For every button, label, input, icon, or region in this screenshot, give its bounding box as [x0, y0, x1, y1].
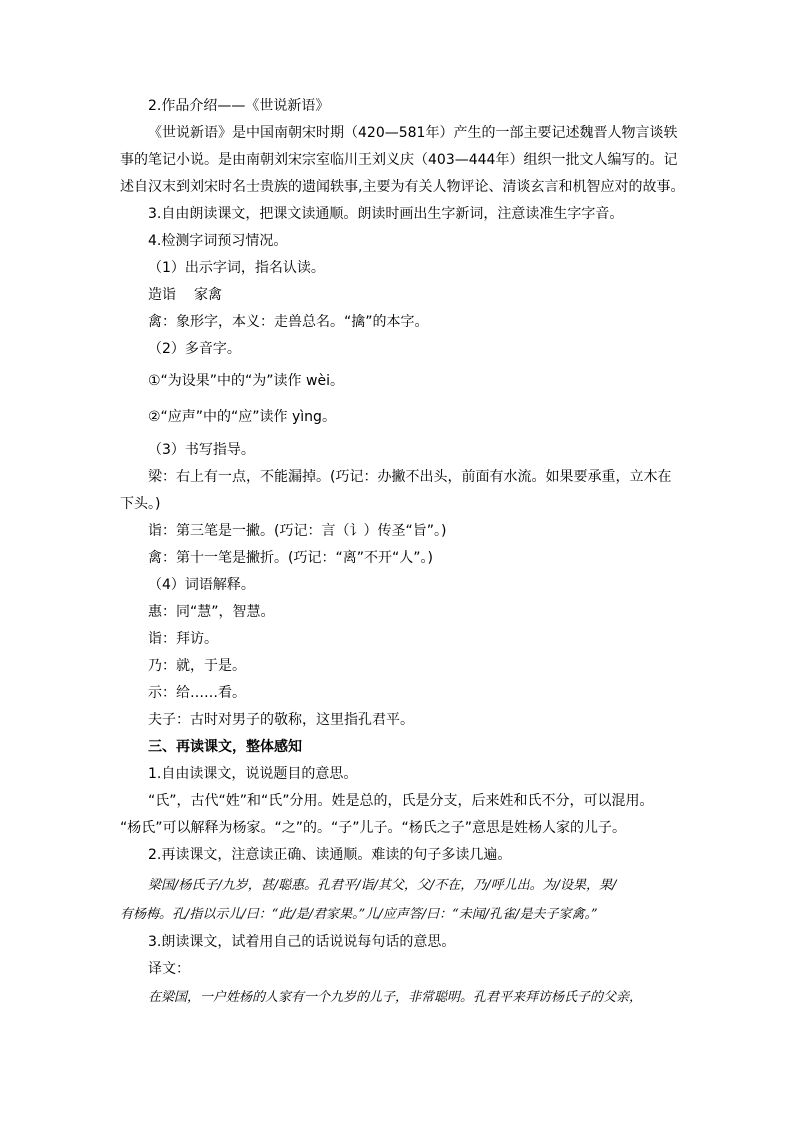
- section-heading: 3.朗读课文，试着用自己的话说说每句话的意思。: [148, 934, 456, 950]
- paragraph-line: “氏”，古代“姓”和“氏”分用。姓是总的，氏是分支，后来姓和氏不分，可以混用。: [148, 793, 654, 809]
- paragraph-line: ①“为设果”中的“为”读作 wèi。: [148, 373, 344, 389]
- section-title: 三、再读课文，整体感知: [148, 739, 302, 755]
- section-heading: 1.自由读课文，说说题目的意思。: [148, 766, 358, 782]
- paragraph-line: ②“应声”中的“应”读作 yìng。: [148, 409, 336, 425]
- classical-text-line: 梁国/杨氏子/九岁，甚/聪惠。孔君平/诣/其父，父/不在，乃/呼儿出。为/设果，果/: [148, 878, 617, 893]
- word-list: [148, 285, 222, 305]
- sub-heading: （2）多音字。: [148, 341, 241, 357]
- section-heading: 4.检测字词预习情况。: [148, 233, 288, 249]
- word-item: 造诣: [148, 287, 176, 303]
- sub-heading: （4）词语解释。: [148, 577, 255, 593]
- paragraph-line: 禽：第十一笔是撇折。(巧记：“离”不开“人”。): [148, 550, 433, 566]
- sub-heading: （3）书写指导。: [148, 442, 255, 458]
- word-item: 家禽: [194, 287, 222, 303]
- paragraph-line: 乃：就，于是。: [148, 658, 246, 674]
- paragraph-line: 译文：: [148, 961, 190, 977]
- paragraph-line: 3.自由朗读课文，把课文读通顺。朗读时画出生字新词，注意读准生字字音。: [148, 206, 624, 222]
- paragraph-line: 夫子：古时对男子的敬称，这里指孔君平。: [148, 712, 414, 728]
- paragraph-line: “杨氏”可以解释为杨家。“之”的。“子”儿子。“杨氏之子”意思是姓杨人家的儿子。: [120, 820, 627, 836]
- paragraph-line: 诣：第三笔是一撇。(巧记：言（讠）传圣“旨”。): [148, 523, 447, 539]
- paragraph-line: 惠：同“慧”，智慧。: [148, 604, 275, 620]
- paragraph-line: 事的笔记小说。是由南朝刘宋宗室临川王刘义庆（403—444年）组织一批文人编写的。记: [120, 152, 678, 168]
- translation-line: 在梁国，一户姓杨的人家有一个九岁的儿子，非常聪明。孔君平来拜访杨氏子的父亲，: [148, 990, 643, 1005]
- sub-heading: （1）出示字词，指名认读。: [148, 260, 325, 276]
- section-heading: 2.再读课文，注意读正确、读通顺。难读的句子多读几遍。: [148, 847, 512, 863]
- classical-text-line: 有杨梅。孔/指以示儿/曰：“此/是/君家果。”儿/应声答/曰：“未闻/孔雀/是夫子家禽。”: [120, 907, 598, 922]
- paragraph-line: 示：给……看。: [148, 685, 246, 701]
- paragraph-line: 下头。): [120, 496, 161, 512]
- paragraph-line: 《世说新语》是中国南朝宋时期（420—581年）产生的一部主要记述魏晋人物言谈轶: [148, 125, 678, 141]
- paragraph-line: 梁：右上有一点，不能漏掉。(巧记：办撇不出头，前面有水流。如果要承重，立木在: [148, 469, 672, 485]
- paragraph-line: 诣：拜访。: [148, 631, 218, 647]
- section-heading: 2.作品介绍——《世说新语》: [148, 98, 330, 114]
- paragraph-line: 述自汉末到刘宋时名士贵族的遗闻轶事,主要为有关人物评论、清谈玄言和机智应对的故事。: [120, 179, 685, 195]
- paragraph-line: 禽：象形字，本义：走兽总名。“擒”的本字。: [148, 314, 429, 330]
